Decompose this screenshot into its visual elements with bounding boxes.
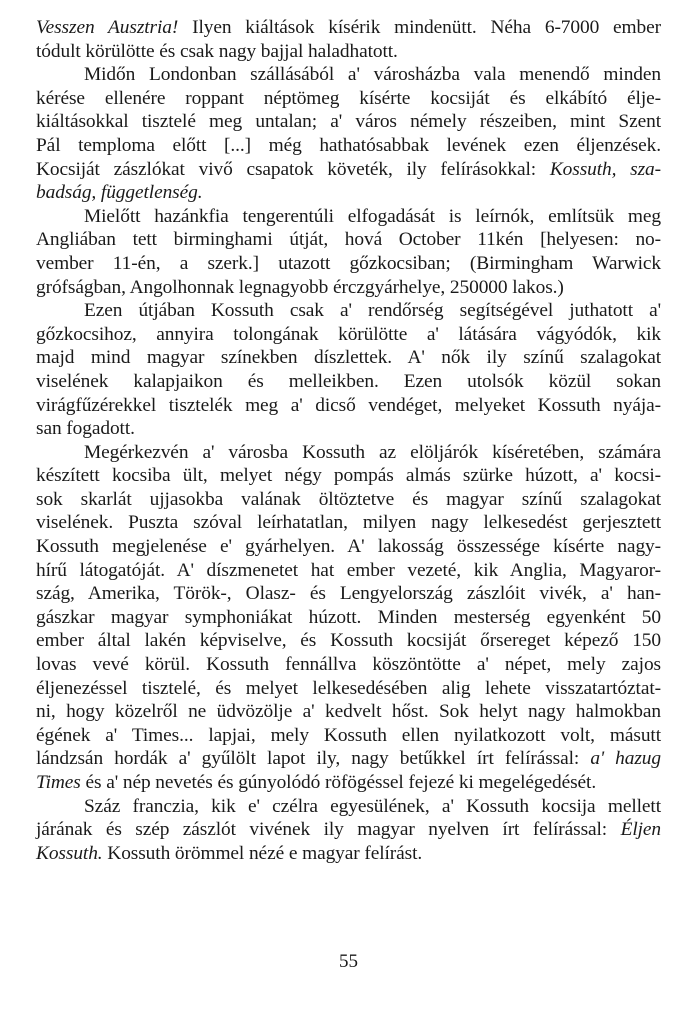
text-line: [36, 299, 661, 323]
text-run: Midőn Londonban szállásából a' városházba vala menendő minden: [84, 64, 661, 86]
italic-text: Vesszen Ausztria!: [36, 17, 179, 38]
text-line: [36, 16, 661, 40]
text-run: Ezen útjában Kossuth csak a' rendőrség segítségével juthatott a': [84, 300, 661, 322]
text-run: gászkar magyar symphoniákat húzott. Minden mesterség egyenként 50: [36, 606, 661, 628]
text-run: szág, Amerika, Török-, Olasz- és Lengyelország zászlóit vivék, a' han-: [36, 583, 661, 605]
text-run: viselének. Puszta szóval leírhatatlan, milyen nagy lelkesedést gerjesztett: [36, 512, 661, 534]
text-line: [36, 842, 661, 866]
text-run: ember által lakén képviselve, és Kossuth kocsiját őrsereget képező 150: [36, 630, 661, 652]
text-line: [36, 276, 661, 300]
text-line: [36, 252, 661, 276]
text-line: [36, 747, 661, 771]
text-run: Pál temploma előtt [...] még hathatósabbak levének ezen éljenzések.: [36, 134, 661, 156]
text-run: san fogadott.: [36, 418, 135, 440]
text-run: kérése ellenére roppant néptömeg kísérte kocsiját és elkábító élje-: [36, 87, 661, 109]
text-line: [36, 370, 661, 394]
text-run: ni, hogy közelről ne üdvözölje a' kedvelt hőst. Sok helyt nagy halmokban: [36, 701, 661, 723]
text-line: [36, 87, 661, 111]
text-line: [36, 158, 661, 182]
text-line: [36, 795, 661, 819]
text-run: virágfűzérekkel tisztelék meg a' dicső vendéget, melyeket Kossuth nyája-: [36, 394, 661, 416]
text-run: járának és szép zászlót vivének ily magyar nyelven írt felírással:: [36, 819, 621, 841]
text-line: [36, 417, 661, 441]
text-line: [36, 205, 661, 229]
text-run: hírű látogatóját. A' díszmenetet hat ember vezeté, kik Anglia, Magyaror-: [36, 559, 661, 581]
text-line: [36, 818, 661, 842]
italic-text: Éljen: [620, 819, 661, 841]
text-run: tódult körülötte és csak nagy bajjal haladhatott.: [36, 40, 398, 62]
italic-text: a' hazug: [590, 748, 661, 770]
text-run: éljenezéssel tisztelé, és melyet lelkesedésében alig lehete visszatartóztat-: [36, 677, 661, 699]
text-run: lovas vevé körül. Kossuth fennállva köszöntötte a' népet, mely zajos: [36, 654, 661, 676]
text-line: [36, 700, 661, 724]
text-run: sok skarlát ujjasokba valának öltöztetve és magyar színű szalagokat: [36, 488, 661, 510]
text-line: [36, 629, 661, 653]
page-number: 55: [339, 951, 358, 972]
text-line: [36, 606, 661, 630]
text-run: égének a' Times... lapjai, mely Kossuth ellen nyilatkozott volt, másutt: [36, 724, 661, 746]
text-run: Mielőtt hazánkfia tengerentúli elfogadását is leírnók, említsük meg: [84, 205, 661, 227]
text-line: [36, 346, 661, 370]
text-line: [36, 559, 661, 583]
text-line: [36, 724, 661, 748]
italic-text: badság, függetlenség.: [36, 182, 203, 204]
text-run: viselének kalapjaikon és melleikben. Ezen utolsók közül sokan: [36, 370, 661, 392]
text-run: Angliában tett birminghami útját, hová October 11kén [helyesen: no-: [36, 229, 661, 251]
text-line: [36, 511, 661, 535]
text-line: [36, 134, 661, 158]
text-run: gőzkocsihoz, annyira tolongának körülötte a' látására vágyódók, kik: [36, 323, 661, 345]
text-line: [36, 464, 661, 488]
text-line: [36, 441, 661, 465]
text-run: majd mind magyar színekben díszlettek. A' nők ily színű szalagokat: [36, 347, 661, 369]
text-line: [36, 488, 661, 512]
text-line: [36, 677, 661, 701]
text-line: [36, 653, 661, 677]
italic-text: Kossuth, sza-: [549, 158, 661, 180]
text-line: [36, 63, 661, 87]
text-run: Száz franczia, kik e' czélra egyesülének, a' Kossuth kocsija mellett: [84, 795, 661, 817]
text-run: grófságban, Angolhonnak legnagyobb érczgyárhelye, 250000 lakos.): [36, 276, 564, 298]
text-line: [36, 110, 661, 134]
italic-text: Kossuth.: [36, 842, 103, 864]
text-line: [36, 323, 661, 347]
text-run: kiáltásokkal tisztelé meg untalan; a' város némely részeiben, mint Szent: [36, 111, 661, 133]
text-line: [36, 228, 661, 252]
text-run: Kossuth megjelenése e' gyárhelyen. A' lakosság összessége kísérte nagy-: [36, 536, 661, 558]
text-line: [36, 771, 661, 795]
text-run: Kocsiját zászlókat vivő csapatok követék, ily felírásokkal:: [36, 158, 550, 180]
text-line: [36, 582, 661, 606]
page-body: [36, 16, 661, 865]
italic-text: Times: [36, 772, 81, 793]
text-run: vember 11-én, a szerk.] utazott gőzkocsiban; (Birmingham Warwick: [36, 252, 661, 274]
text-run: Kossuth örömmel nézé e magyar felírást.: [102, 842, 423, 864]
text-line: [36, 181, 661, 205]
text-run: lándzsán hordák a' gyűlölt lapot ily, nagy betűkkel írt felírással:: [36, 748, 591, 770]
text-line: [36, 40, 661, 64]
text-run: Megérkezvén a' városba Kossuth az elöljárók kíséretében, számára: [84, 441, 661, 463]
text-line: [36, 394, 661, 418]
text-run: Ilyen kiáltások kísérik mindenütt. Néha 6-7000 ember: [178, 17, 661, 38]
text-line: [36, 535, 661, 559]
text-run: és a' nép nevetés és gúnyolódó röfögéssel fejezé ki megelégedését.: [80, 772, 597, 793]
text-run: készített kocsiba ült, melyet négy pompás almás szürke húzott, a' kocsi-: [36, 465, 661, 487]
